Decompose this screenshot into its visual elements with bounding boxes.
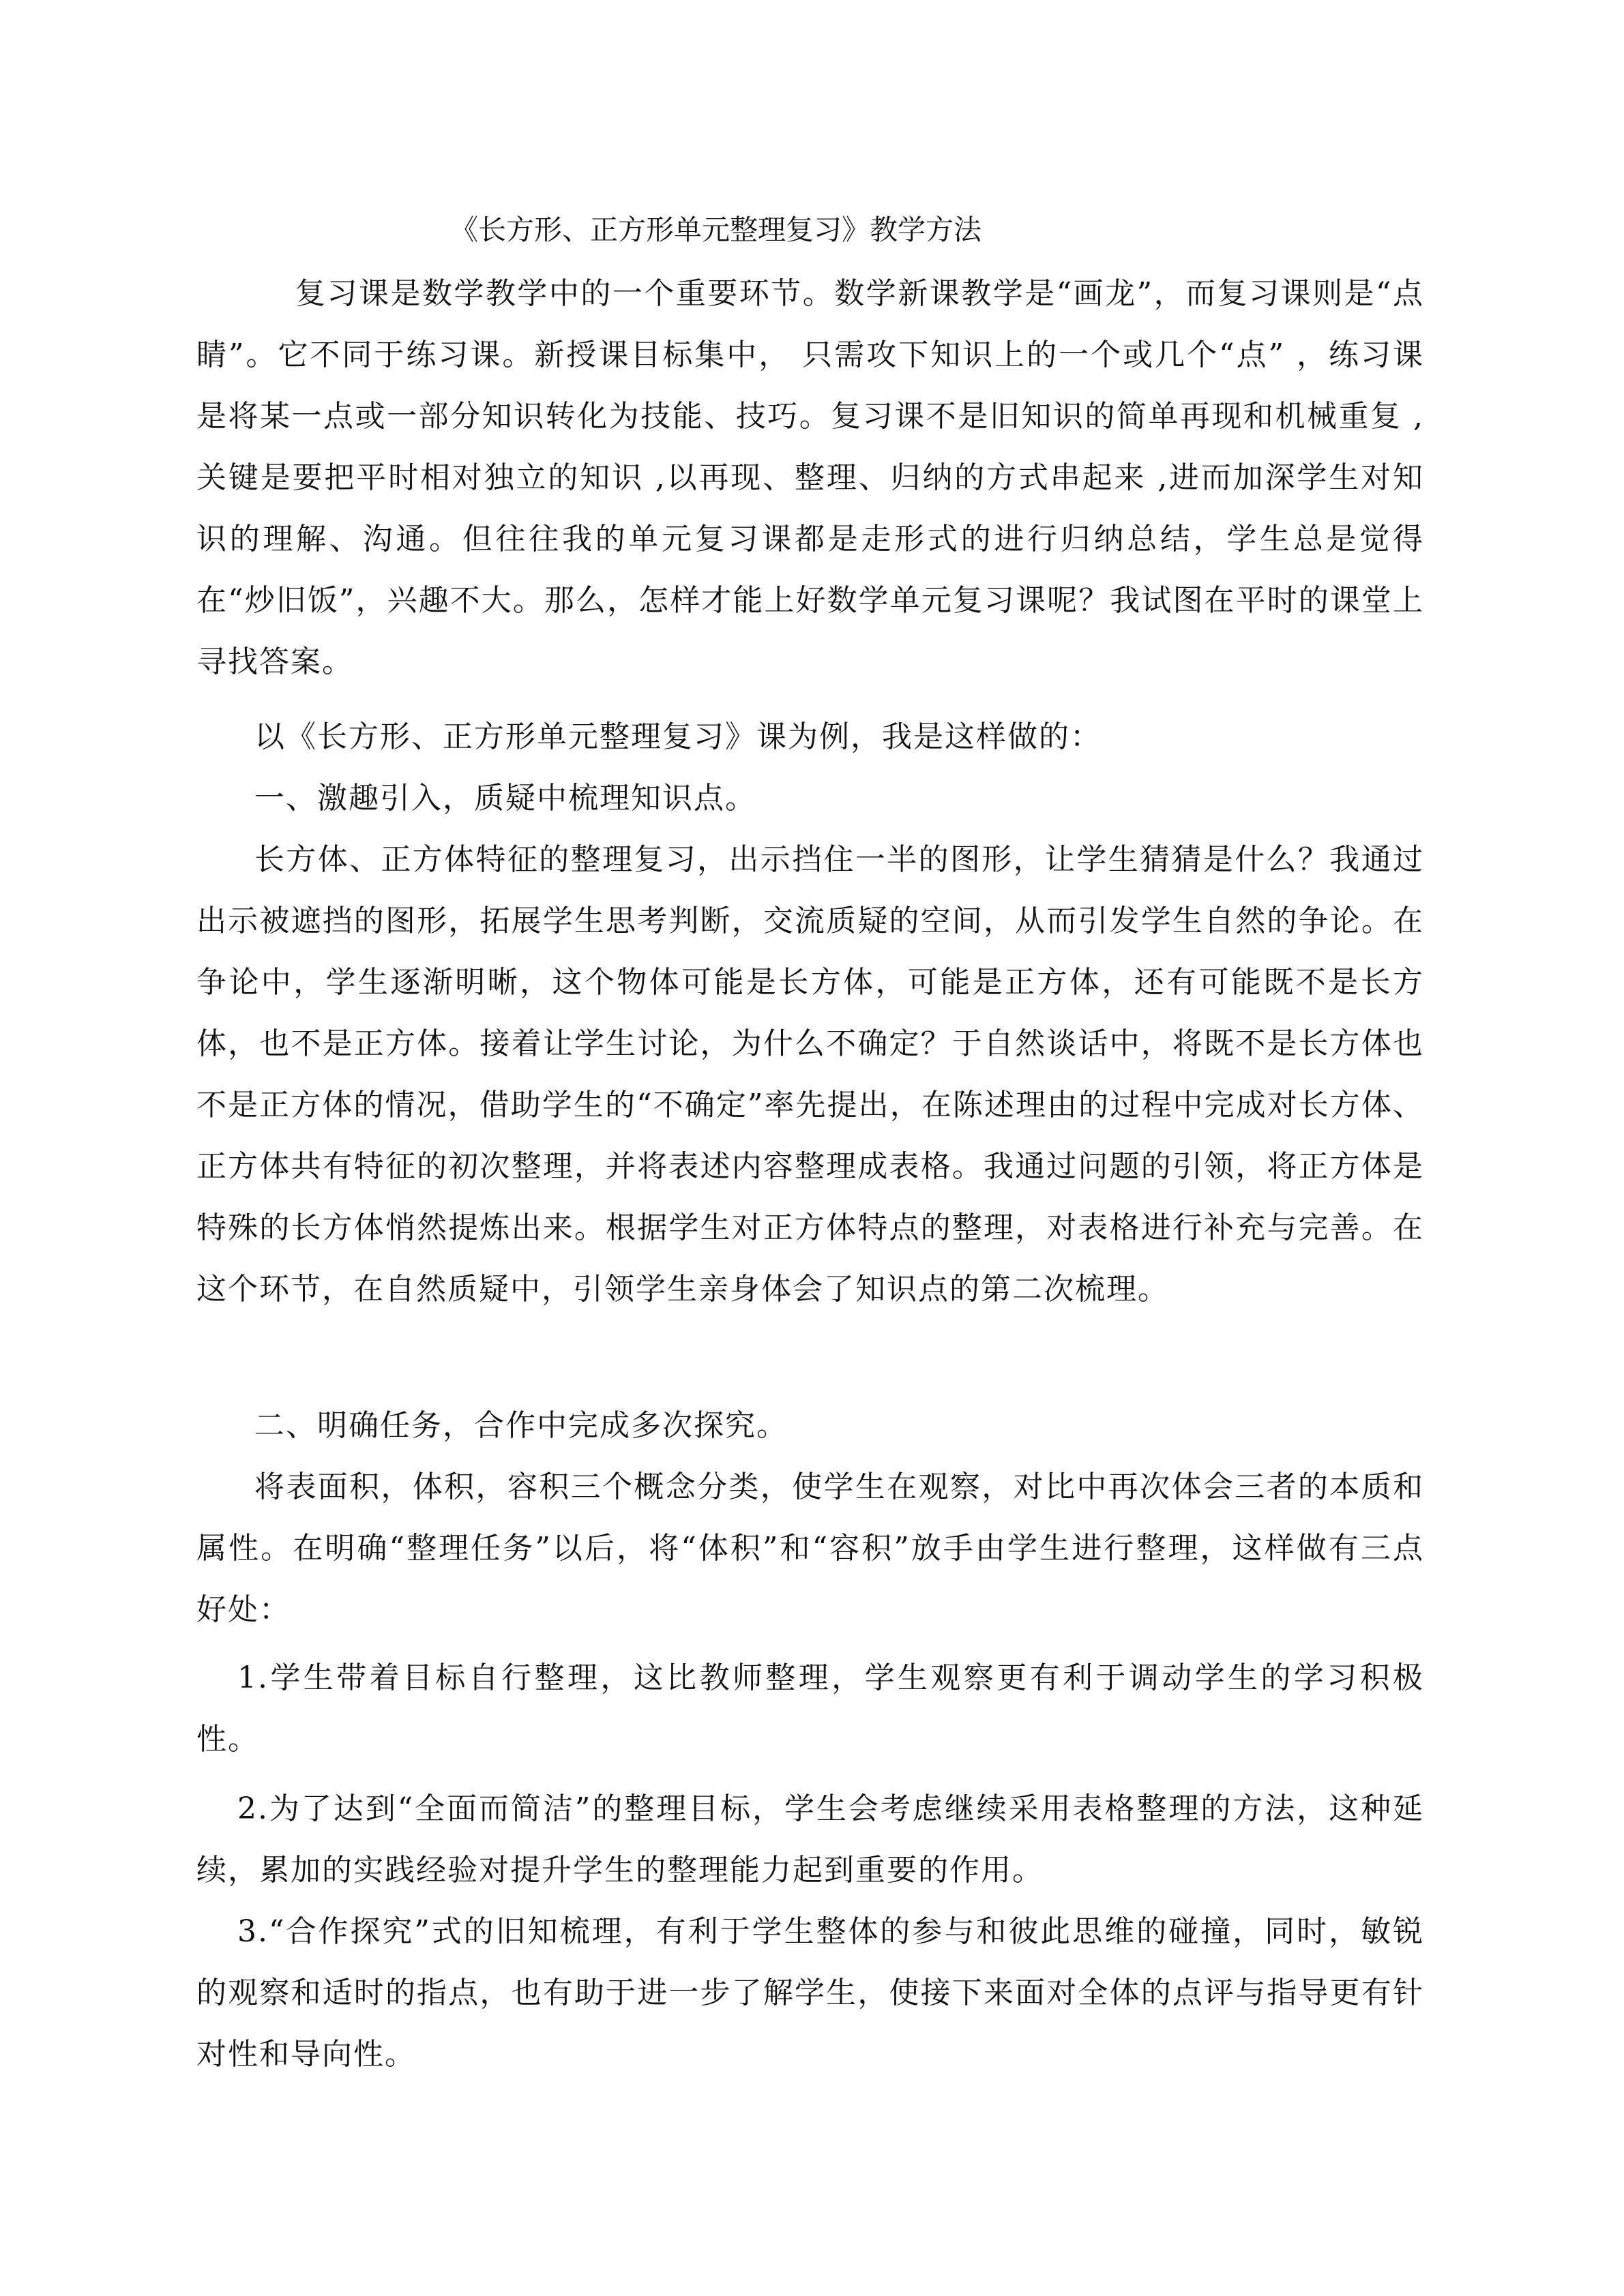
list-item-2: 2.为了达到“全面而简洁”的整理目标，学生会考虑继续采用表格整理的方法，这种延续，累加的实践经验对提升学生的整理能力起到重要的作用。: [196, 1791, 1424, 1888]
paragraph-intro: 复习课是数学教学中的一个重要环节。数学新课教学是“画龙”，而复习课则是“点睛”。它不同于练习课。新授课目标集中， 只需攻下知识上的一个或几个“点” ，练习课是将某一点或一部分知识转化为技能、技巧。复习课不是旧知识的简单再现和机械重复 ,关键是要把平时相对独立的知识 ,以再现、整理、归纳的方式串起来 ,进而加深学生对知识的理解、沟通。但往往我的单元复习课都是走形式的进行归纳总结，学生总是觉得在“炒旧饭”，兴趣不大。那么，怎样才能上好数学单元复习课呢？我试图在平时的课堂上寻找答案。: [196, 276, 1424, 679]
document-title: 《长方形、正方形单元整理复习》教学方法: [450, 213, 981, 246]
paragraph-section-1: 长方体、正方体特征的整理复习，出示挡住一半的图形，让学生猜猜是什么？我通过出示被遮挡的图形，拓展学生思考判断，交流质疑的空间，从而引发学生自然的争论。在争论中，学生逐渐明晰，这个物体可能是长方体，可能是正方体，还有可能既不是长方体，也不是正方体。接着让学生讨论，为什么不确定？于自然谈话中，将既不是长方体也不是正方体的情况，借助学生的“不确定”率先提出，在陈述理由的过程中完成对长方体、正方体共有特征的初次整理，并将表述内容整理成表格。我通过问题的引领，将正方体是特殊的长方体悄然提炼出来。根据学生对正方体特点的整理，对表格进行补充与完善。在这个环节，在自然质疑中，引领学生亲身体会了知识点的第二次梳理。: [196, 842, 1424, 1307]
paragraph-section-2: 将表面积，体积，容积三个概念分类，使学生在观察，对比中再次体会三者的本质和属性。在明确“整理任务”以后，将“体积”和“容积”放手由学生进行整理，这样做有三点好处：: [196, 1470, 1424, 1627]
list-item-1: 1.学生带着目标自行整理，这比教师整理，学生观察更有利于调动学生的学习积极性。: [196, 1660, 1424, 1757]
paragraph-example: 以《长方形、正方形单元整理复习》课为例，我是这样做的：: [254, 719, 1102, 754]
list-item-3: 3.“合作探究”式的旧知梳理，有利于学生整体的参与和彼此思维的碰撞，同时，敏锐的观察和适时的指点，也有助于进一步了解学生，使接下来面对全体的点评与指导更有针对性和导向性。: [196, 1914, 1424, 2072]
section-heading-1: 一、激趣引入，质疑中梳理知识点。: [254, 781, 756, 816]
section-heading-2: 二、明确任务，合作中完成多次探究。: [254, 1408, 788, 1443]
